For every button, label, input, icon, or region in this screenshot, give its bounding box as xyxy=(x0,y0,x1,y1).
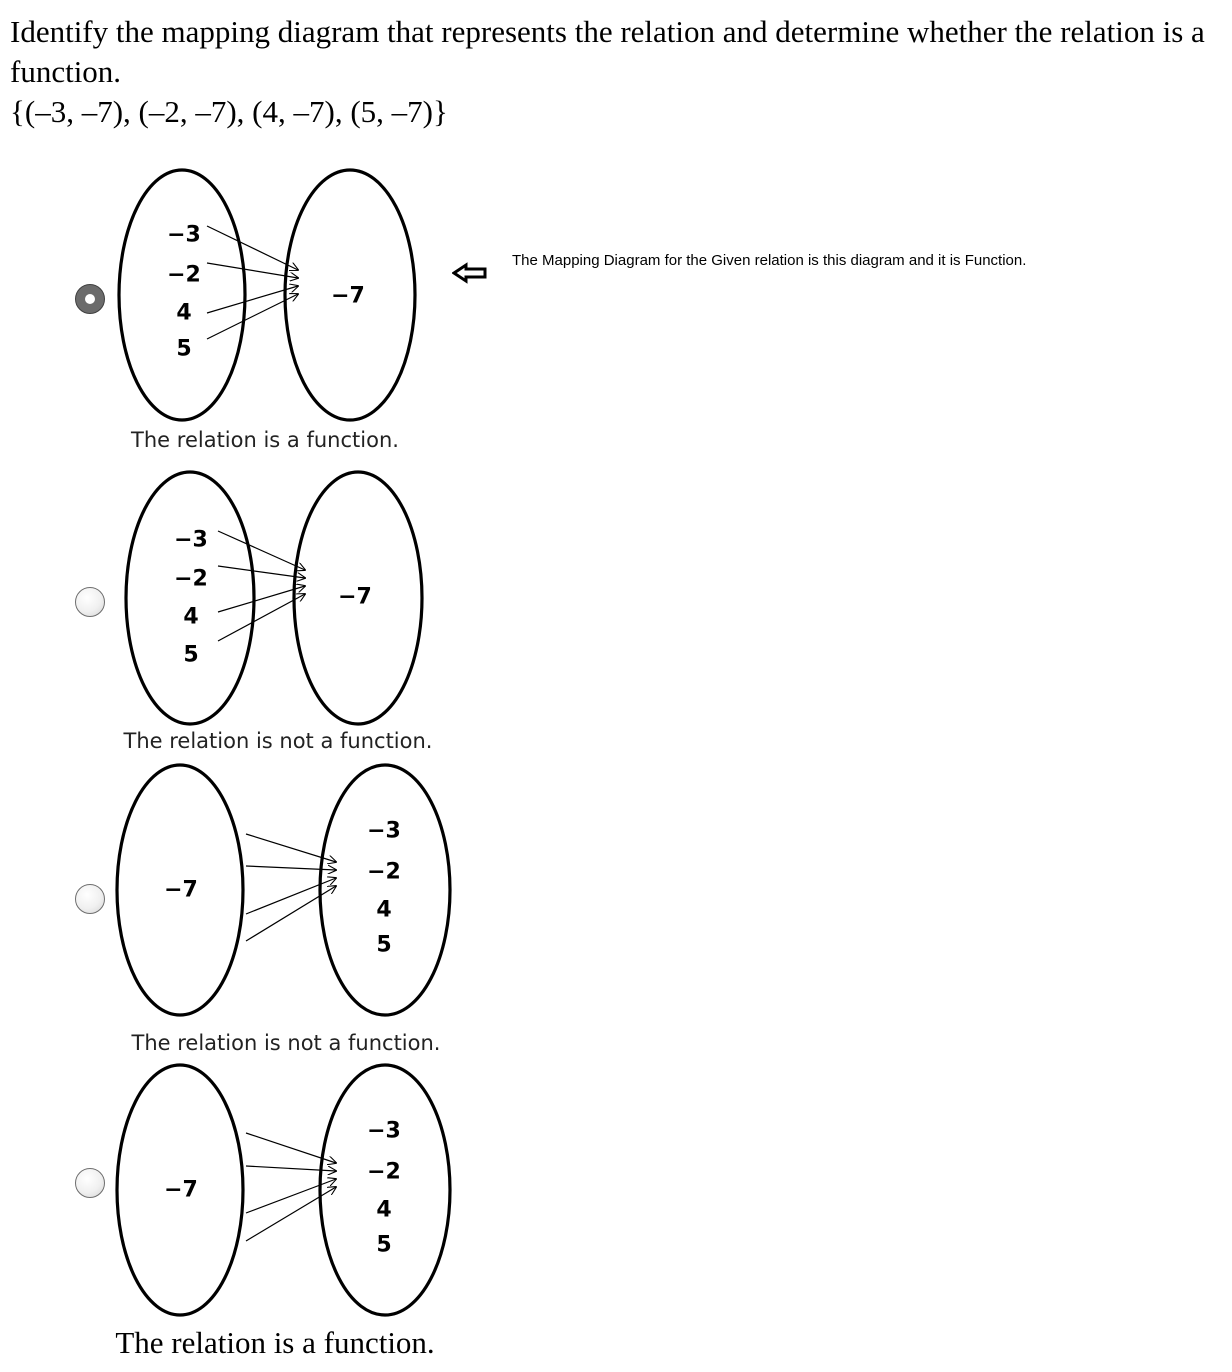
domain-value: 5 xyxy=(176,336,192,362)
question-prompt: Identify the mapping diagram that represents the relation and determine whether the relation is a function. xyxy=(10,14,1205,89)
mapping-diagram-option-3 xyxy=(117,765,450,1015)
mapping-arrow xyxy=(207,263,298,278)
range-value: 4 xyxy=(376,897,392,923)
relation-set: {(–3, –7), (–2, –7), (4, –7), (5, –7)} xyxy=(10,94,448,129)
domain-value: −3 xyxy=(174,527,208,553)
answer-note: The Mapping Diagram for the Given relation is this diagram and it is Function. xyxy=(512,252,1027,269)
range-value: −7 xyxy=(331,283,365,309)
mapping-arrow xyxy=(218,586,305,612)
domain-value: 4 xyxy=(176,300,192,326)
range-value: 5 xyxy=(376,1232,392,1258)
domain-oval xyxy=(126,472,254,724)
domain-value: −7 xyxy=(164,877,198,903)
mapping-arrow xyxy=(246,1179,336,1213)
domain-value: −7 xyxy=(164,1177,198,1203)
mapping-diagram-option-4 xyxy=(117,1065,450,1315)
domain-oval xyxy=(119,170,245,420)
option-1-caption: The relation is a function. xyxy=(131,428,399,452)
left-arrow-icon xyxy=(452,262,488,284)
domain-value: −3 xyxy=(167,222,201,248)
option-3-caption: The relation is not a function. xyxy=(131,1031,441,1055)
mapping-arrow xyxy=(207,226,298,270)
mapping-arrow xyxy=(218,594,305,641)
option-4-caption: The relation is a function. xyxy=(115,1325,435,1360)
range-value: −7 xyxy=(338,584,372,610)
range-value: 5 xyxy=(376,932,392,958)
mapping-arrow xyxy=(218,566,305,578)
mapping-diagram-option-2 xyxy=(126,472,422,724)
domain-value: 4 xyxy=(183,604,199,630)
range-oval xyxy=(320,1065,450,1315)
domain-value: −2 xyxy=(167,262,201,288)
range-oval xyxy=(320,765,450,1015)
range-value: −2 xyxy=(367,1159,401,1185)
option-2-caption: The relation is not a function. xyxy=(123,729,433,753)
mapping-arrow xyxy=(246,878,336,914)
mapping-diagram-option-1 xyxy=(119,170,415,420)
range-value: −2 xyxy=(367,859,401,885)
range-value: 4 xyxy=(376,1197,392,1223)
domain-value: 5 xyxy=(183,642,199,668)
mapping-arrow xyxy=(218,531,305,570)
range-value: −3 xyxy=(367,1118,401,1144)
domain-value: −2 xyxy=(174,566,208,592)
range-value: −3 xyxy=(367,818,401,844)
